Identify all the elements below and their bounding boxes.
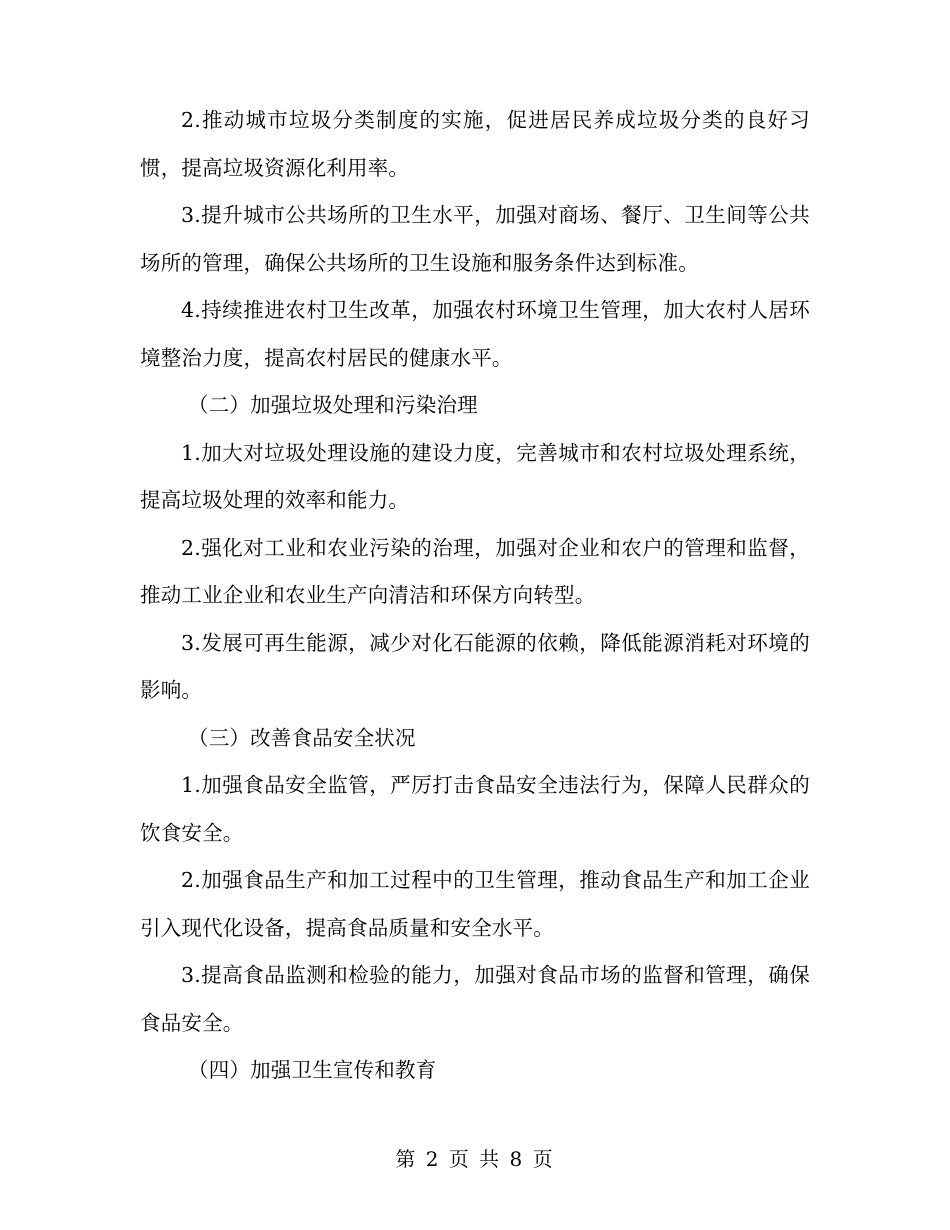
- page-number-footer: 第 2 页 共 8 页: [395, 1147, 555, 1171]
- paragraph: 3.提升城市公共场所的卫生水平，加强对商场、餐厅、卫生间等公共场所的管理，确保公共场所的卫生设施和服务条件达到标准。: [140, 203, 810, 275]
- paragraph: 2.推动城市垃圾分类制度的实施，促进居民养成垃圾分类的良好习惯，提高垃圾资源化利用率。: [140, 108, 810, 180]
- section-heading: （三）改善食品安全状况: [188, 725, 416, 750]
- paragraph: 1.加强食品安全监管，严厉打击食品安全违法行为，保障人民群众的饮食安全。: [140, 773, 810, 845]
- paragraph: 2.加强食品生产和加工过程中的卫生管理，推动食品生产和加工企业引入现代化设备，提高食品质量和安全水平。: [140, 868, 810, 940]
- document-body: [140, 97, 810, 1095]
- paragraph: 3.提高食品监测和检验的能力，加强对食品市场的监督和管理，确保食品安全。: [140, 963, 810, 1035]
- paragraph: 1.加大对垃圾处理设施的建设力度，完善城市和农村垃圾处理系统，提高垃圾处理的效率和能力。: [140, 440, 810, 512]
- paragraph: 3.发展可再生能源，减少对化石能源的依赖，降低能源消耗对环境的影响。: [140, 630, 810, 702]
- section-heading: （二）加强垃圾处理和污染治理: [188, 393, 478, 417]
- paragraph: 4.持续推进农村卫生改革，加强农村环境卫生管理，加大农村人居环境整治力度，提高农村居民的健康水平。: [140, 298, 810, 370]
- paragraph: 2.强化对工业和农业污染的治理，加强对企业和农户的管理和监督，推动工业企业和农业生产向清洁和环保方向转型。: [140, 535, 810, 607]
- section-heading: （四）加强卫生宣传和教育: [188, 1058, 437, 1082]
